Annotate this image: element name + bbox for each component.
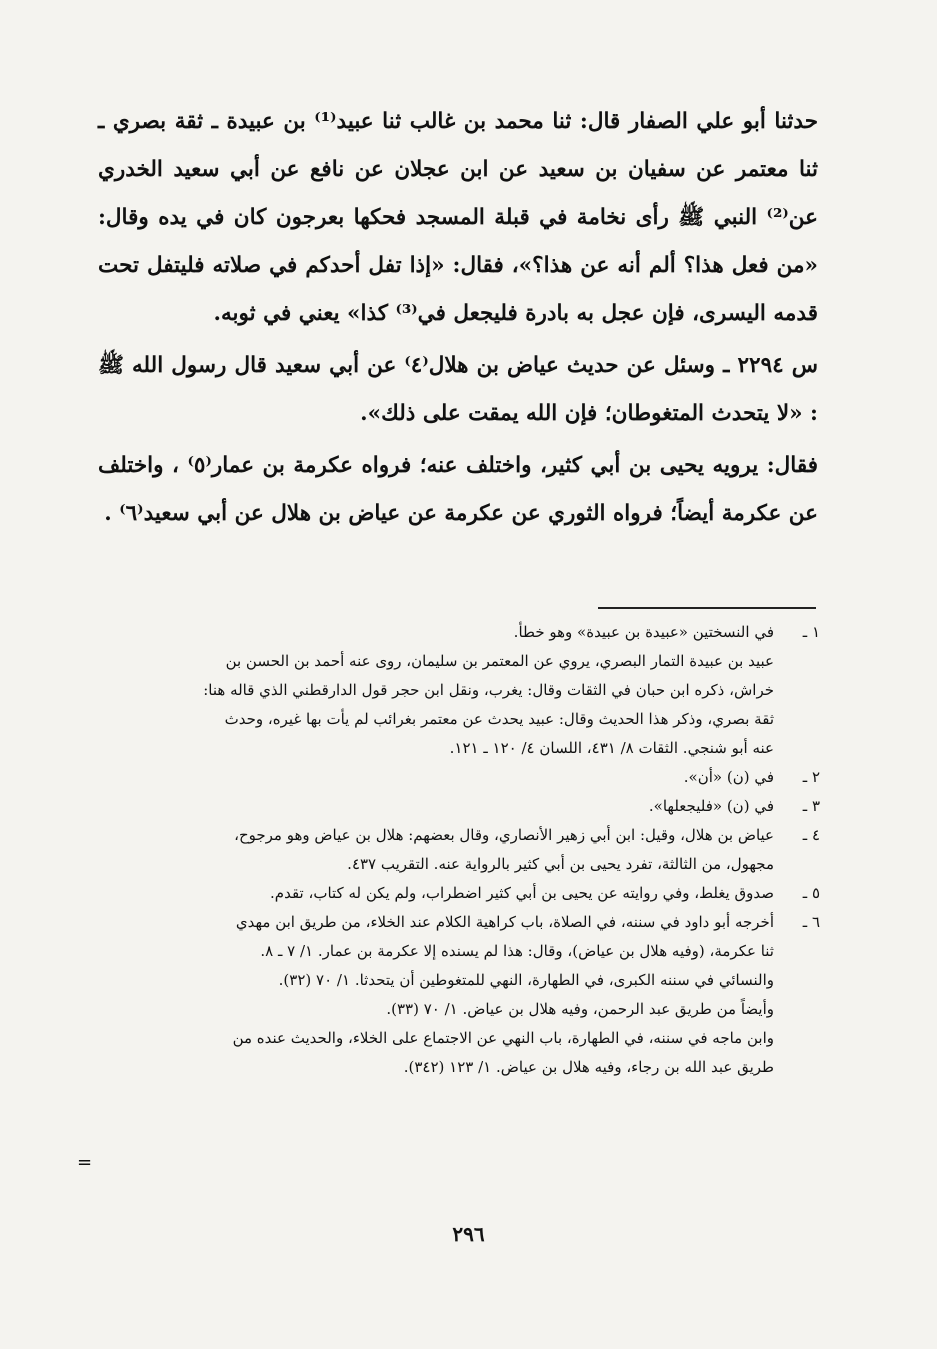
footnote-4 — [98, 821, 820, 879]
footnote-number: ٤ ـ — [802, 826, 820, 844]
footnote-line: أخرجه أبو داود في سننه، في الصلاة، باب كراهية الكلام عند الخلاء، من طريق ابن مهدي — [235, 913, 774, 931]
footnote-1 — [98, 618, 820, 763]
footnote-line: وابن ماجه في سننه، في الطهارة، باب النهي عن الاجتماع على الخلاء، والحديث عنده من — [232, 1029, 774, 1047]
footnotes — [98, 618, 820, 1082]
footnote-2 — [98, 763, 820, 792]
footnote-3 — [98, 792, 820, 821]
page-number: ٢٩٦ — [452, 1222, 485, 1246]
footnote-6 — [98, 908, 820, 1082]
footnote-line: في النسختين «عبيدة بن عبيدة» وهو خطأ. — [513, 623, 774, 641]
footnote-line: في (ن) «أن». — [683, 768, 774, 786]
footnote-line: عياض بن هلال، وقيل: ابن أبي زهير الأنصاري، وقال بعضهم: هلال بن عياض وهو مرجوح، — [234, 826, 774, 844]
main-paragraph: حدثنا أبو علي الصفار قال: ثنا محمد بن غالب ثنا عبيد⁽¹⁾ بن عبيدة ـ ثقة بصري ـ ثنا معتمر عن سفيان بن سعيد عن ابن عجلان عن نافع عن أبي سعيد الخدري عن⁽²⁾ النبي ﷺ رأى نخامة في قبلة المسجد فحكها بعرجون كان في يده وقال: «من فعل هذا؟ ألم أنه عن هذا؟»، فقال: «إذا تفل أحدكم في صلاته فليتفل تحت قدمه اليسرى، فإن عجل به بادرة فليجعل في⁽³⁾ كذا» يعني في ثوبه. — [98, 109, 818, 326]
footnote-line: مجهول، من الثالثة، تفرد يحيى بن أبي كثير بالرواية عنه. التقريب ٤٣٧. — [347, 855, 774, 873]
footnote-line: في (ن) «فليجعلها». — [648, 797, 774, 815]
footnote-number: ٣ ـ — [802, 797, 820, 815]
footnote-number: ٥ ـ — [802, 884, 820, 902]
footnote-number: ٦ ـ — [802, 913, 820, 931]
continuation-mark: = — [77, 1152, 93, 1173]
footnote-line: وأيضاً من طريق عبد الرحمن، وفيه هلال بن عياض. ١/ ٧٠ (٣٣). — [386, 1000, 774, 1018]
main-text — [98, 98, 818, 538]
footnote-5 — [98, 879, 820, 908]
footnote-line: ثقة بصري، وذكر هذا الحديث وقال: عبيد يحدث عن معتمر بغرائب لم يأت بها غيره، وحدث — [224, 710, 774, 728]
footnote-line: عنه أبو شنجي. الثقات ٨/ ٤٣١، اللسان ٤/ ١٢٠ ـ ١٢١. — [449, 739, 774, 757]
footnote-line: ثنا عكرمة، (وفيه هلال بن عياض)، وقال: هذا لم يسنده إلا عكرمة بن عمار. ١/ ٧ ـ ٨. — [260, 942, 774, 960]
question-paragraph: س ٢٢٩٤ ـ وسئل عن حديث عياض بن هلال⁽٤⁾ عن أبي سعيد قال رسول الله ﷺ : «لا يتحدث المتغوطان؛ فإن الله يمقت على ذلك». — [98, 353, 818, 426]
footnote-number: ١ ـ — [802, 623, 820, 641]
footnote-line: والنسائي في سننه الكبرى، في الطهارة، النهي للمتغوطين أن يتحدثا. ١/ ٧٠ (٣٢). — [278, 971, 774, 989]
footnote-line: طريق عبد الله بن رجاء، وفيه هلال بن عياض. ١/ ١٢٣ (٣٤٢). — [403, 1058, 774, 1076]
footnote-line: صدوق يغلط، وفي روايته عن يحيى بن أبي كثير اضطراب، ولم يكن له كتاب، تقدم. — [270, 884, 774, 902]
answer-paragraph: فقال: يرويه يحيى بن أبي كثير، واختلف عنه؛ فرواه عكرمة بن عمار⁽٥⁾ ، واختلف عن عكرمة أيضاً؛ فرواه الثوري عن عكرمة عن عياض بن هلال عن أبي سعيد⁽٦⁾ . — [98, 453, 818, 526]
footnote-line: عبيد بن عبيدة التمار البصري، يروي عن المعتمر بن سليمان، روى عنه أحمد بن الحسن بن — [225, 652, 774, 670]
footnote-number: ٢ ـ — [802, 768, 820, 786]
footnote-line: خراش، ذكره ابن حبان في الثقات وقال: يغرب، ونقل ابن حجر قول الدارقطني الذي قاله هنا: — [203, 681, 774, 699]
footnote-divider — [598, 607, 816, 609]
